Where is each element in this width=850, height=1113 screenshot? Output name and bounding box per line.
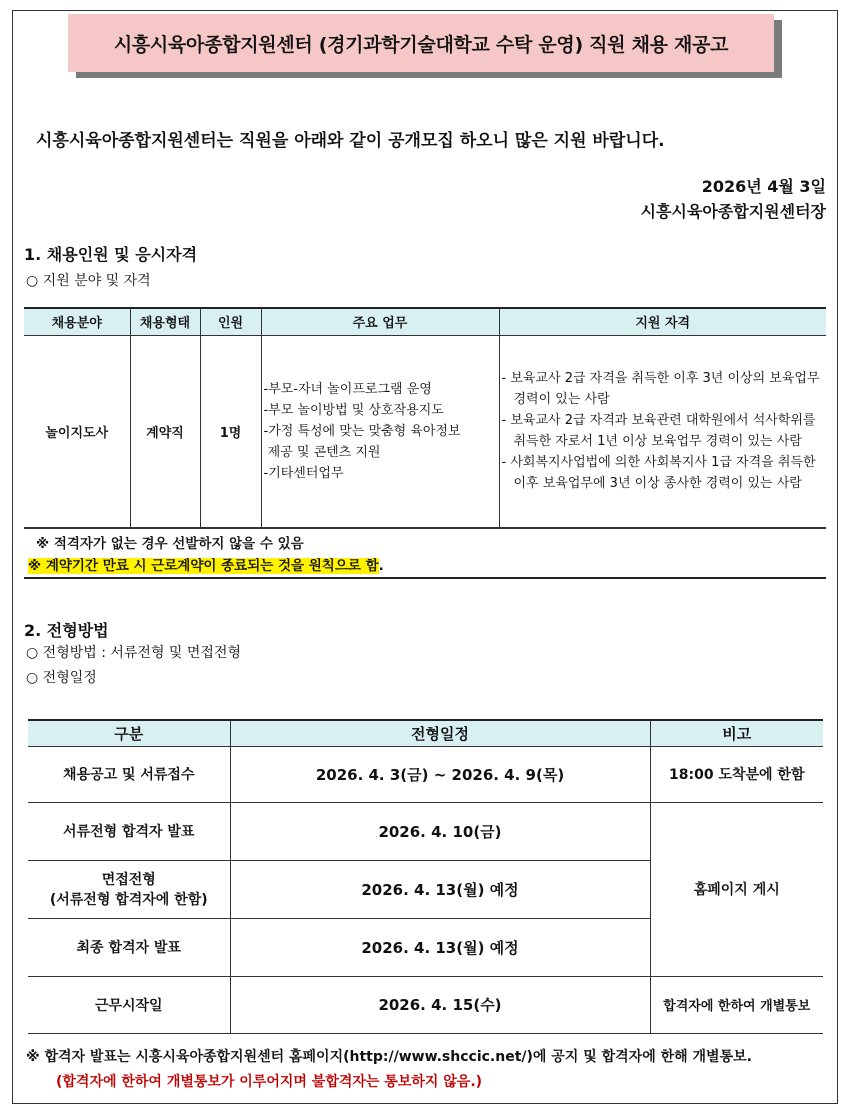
section2-sub-method: ○ 전형방법 : 서류전형 및 면접전형	[26, 645, 241, 661]
table-row	[28, 802, 823, 860]
cell-field: 놀이지도사	[24, 335, 130, 527]
header-duties: 주요 업무	[261, 308, 499, 335]
qualification-table-header	[24, 308, 826, 335]
cell-type: 계약직	[130, 335, 200, 527]
duty-item: -가정 특성에 맞는 맞춤형 육아정보	[263, 423, 461, 439]
qual-item: - 보육교사 2급 자격과 보육관련 대학원에서 석사학위를 취득한 자로서 1년 이상 보육업무 경력이 있는 사람	[501, 413, 816, 449]
note-selection: ※ 적격자가 없는 경우 선발하지 않을 수 있음	[36, 536, 304, 552]
qualification-table	[24, 307, 826, 528]
note-contract	[28, 554, 384, 574]
section2-heading: 2. 전형방법	[24, 621, 109, 640]
duty-item: -부모 놀이방법 및 상호작용지도	[263, 402, 444, 418]
duty-item: -기타센터업무	[263, 465, 344, 481]
page-title: 시흥시육아종합지원센터 (경기과학기술대학교 수탁 운영) 직원 채용 재공고	[68, 14, 774, 72]
note-contract-suffix: .	[378, 558, 384, 574]
cell-count: 1명	[200, 335, 261, 527]
schedule-label	[28, 860, 230, 918]
schedule-label: 최종 합격자 발표	[28, 918, 230, 976]
section2-sub-schedule: ○ 전형일정	[26, 670, 97, 686]
schedule-note: 합격자에 한하여 개별통보	[650, 976, 823, 1033]
note-contract-highlight: 계약기간 만료 시 근로계약이 종료되는 것을 원칙으로 함	[45, 558, 379, 574]
schedule-date: 2026. 4. 10(금)	[230, 802, 650, 860]
schedule-label-main: 면접전형	[101, 872, 156, 888]
notice-signer: 시흥시육아종합지원센터장	[640, 202, 826, 221]
duty-item: -부모-자녀 놀이프로그램 운영	[263, 381, 432, 397]
header-field: 채용분야	[24, 308, 130, 335]
section1-heading: 1. 채용인원 및 응시자격	[24, 245, 198, 264]
schedule-label: 채용공고 및 서류접수	[28, 746, 230, 802]
notice-date: 2026년 4월 3일	[701, 177, 826, 196]
schedule-date: 2026. 4. 3(금) ~ 2026. 4. 9(목)	[230, 746, 650, 802]
section1-sub: ○ 지원 분야 및 자격	[26, 273, 151, 289]
schedule-label: 근무시작일	[28, 976, 230, 1033]
duty-item: 제공 및 콘텐츠 지원	[263, 444, 381, 460]
note-contract-prefix: ※	[28, 558, 46, 574]
intro-text: 시흥시육아종합지원센터는 직원을 아래와 같이 공개모집 하오니 많은 지원 바랍니다.	[36, 131, 665, 151]
table-row	[24, 335, 826, 527]
cell-quals	[499, 335, 826, 527]
schedule-label: 서류전형 합격자 발표	[28, 802, 230, 860]
table-row	[28, 976, 823, 1033]
qual-item: - 보육교사 2급 자격을 취득한 이후 3년 이상의 보육업무 경력이 있는 사람	[501, 371, 820, 407]
header-count: 인원	[200, 308, 261, 335]
table-row	[28, 746, 823, 802]
schedule-label-sub: (서류전형 합격자에 한함)	[49, 892, 208, 908]
header-schedule: 전형일정	[230, 720, 650, 746]
header-category: 구분	[28, 720, 230, 746]
schedule-date: 2026. 4. 13(월) 예정	[230, 860, 650, 918]
header-type: 채용형태	[130, 308, 200, 335]
qual-item: - 사회복지사업법에 의한 사회복지사 1급 자격을 취득한 이후 보육업무에 3년 이상 종사한 경력이 있는 사람	[501, 455, 816, 491]
schedule-table	[28, 719, 823, 1034]
footer-notice: ※ 합격자 발표는 시흥시육아종합지원센터 홈페이지(http://www.shccic.net/)에 공지 및 합격자에 한해 개별통보.	[26, 1049, 752, 1065]
schedule-note: 18:00 도착분에 한함	[650, 746, 823, 802]
schedule-table-header	[28, 720, 823, 746]
schedule-date: 2026. 4. 15(수)	[230, 976, 650, 1033]
header-quals: 지원 자격	[499, 308, 826, 335]
footer-subnotice: (합격자에 한하여 개별통보가 이루어지며 불합격자는 통보하지 않음.)	[56, 1074, 483, 1090]
cell-duties	[261, 335, 499, 527]
header-remarks: 비고	[650, 720, 823, 746]
schedule-date: 2026. 4. 13(월) 예정	[230, 918, 650, 976]
schedule-note: 홈페이지 게시	[650, 802, 823, 976]
